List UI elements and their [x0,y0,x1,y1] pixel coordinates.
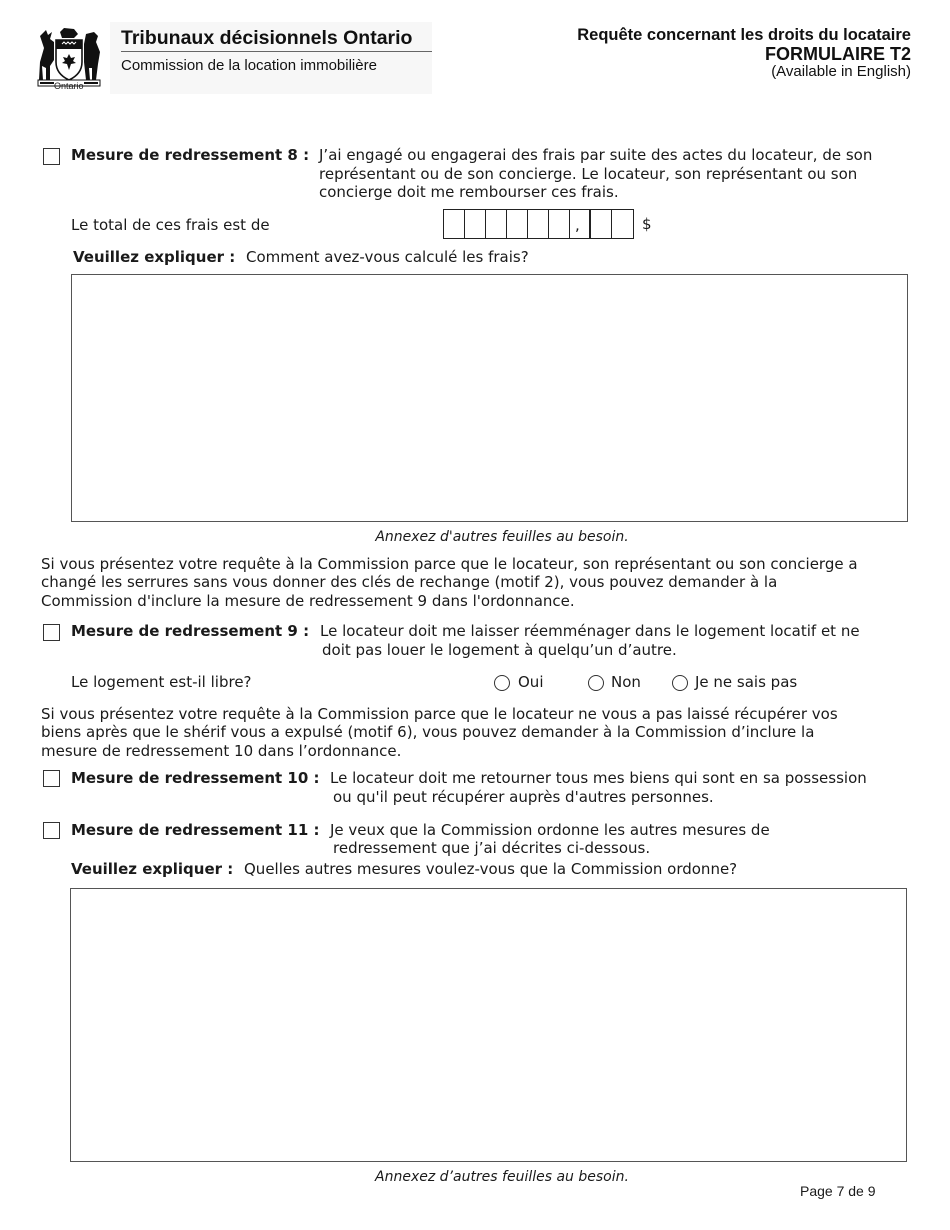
amount-digit-box[interactable] [465,210,486,238]
remedy-11-attach-note: Annexez d’autres feuilles au besoin. [375,1169,629,1185]
amount-digit-box[interactable] [549,210,570,238]
remedy-9-text-line-2: doit pas louer le logement à quelqu’un d’autre. [322,641,677,659]
remedy-10-text-line-1: Le locateur doit me retourner tous mes biens qui sont en sa possession [330,769,867,787]
radio-non-label: Non [611,673,641,691]
amount-cents-box[interactable] [612,210,633,238]
org-subtitle: Commission de la location immobilière [121,57,377,74]
remedy-9-intro-line-2: changé les serrures sans vous donner des clés de rechange (motif 2), vous pouvez demander à la [41,573,778,591]
form-code: FORMULAIRE T2 [765,44,911,64]
remedy-8-checkbox[interactable] [43,148,60,165]
remedy-9-intro-line-1: Si vous présentez votre requête à la Commission parce que le locateur, son représentant ou son concierge a [41,555,858,573]
remedy-8-text-line-2: représentant ou de son concierge. Le locateur, son représentant ou son [319,165,858,183]
form-language-note: (Available in English) [771,63,911,80]
total-fees-amount-field[interactable] [443,209,634,239]
remedy-8-explain-question: Comment avez-vous calculé les frais? [246,248,529,266]
remedy-11-explain-label: Veuillez expliquer : [71,860,234,878]
remedy-11-label: Mesure de redressement 11 : [71,821,320,839]
remedy-8-text-line-1: J’ai engagé ou engagerai des frais par suite des actes du locateur, de son [319,146,873,164]
amount-digit-box[interactable] [486,210,507,238]
remedy-11-explanation-textarea[interactable] [70,888,907,1162]
remedy-11-text-line-1: Je veux que la Commission ordonne les autres mesures de [330,821,770,839]
amount-digit-box[interactable] [528,210,549,238]
remedy-9-intro-line-3: Commission d'inclure la mesure de redressement 9 dans l'ordonnance. [41,592,575,610]
amount-digit-box[interactable] [507,210,528,238]
remedy-10-intro-line-3: mesure de redressement 10 dans l’ordonnance. [41,742,402,760]
amount-cents-box[interactable] [591,210,612,238]
remedy-9-text-line-1: Le locateur doit me laisser réemménager dans le logement locatif et ne [320,622,860,640]
remedy-11-explain-question: Quelles autres mesures voulez-vous que la Commission ordonne? [244,860,738,878]
page-number: Page 7 de 9 [800,1183,876,1199]
radio-oui-label: Oui [518,673,544,691]
form-title: Requête concernant les droits du locataire [577,26,911,44]
remedy-8-explain-label: Veuillez expliquer : [73,248,236,266]
remedy-10-intro-line-2: biens après que le shérif vous a expulsé (motif 6), vous pouvez demander à la Commission d’inclure la [41,723,815,741]
radio-je-ne-sais-pas[interactable] [672,675,688,691]
total-fees-label: Le total de ces frais est de [71,216,270,234]
amount-digit-box[interactable] [570,210,591,238]
remedy-9-checkbox[interactable] [43,624,60,641]
remedy-11-checkbox[interactable] [43,822,60,839]
remedy-8-text-line-3: concierge doit me rembourser ces frais. [319,183,619,201]
remedy-10-label: Mesure de redressement 10 : [71,769,320,787]
remedy-11-text-line-2: redressement que j’ai décrites ci-dessous. [333,839,651,857]
radio-non[interactable] [588,675,604,691]
currency-symbol: $ [642,215,652,233]
remedy-10-checkbox[interactable] [43,770,60,787]
org-title: Tribunaux décisionnels Ontario [121,27,413,49]
remedy-10-intro-line-1: Si vous présentez votre requête à la Commission parce que le locateur ne vous a pas laissé récupérer vos [41,705,838,723]
remedy-8-attach-note: Annexez d'autres feuilles au besoin. [375,529,629,545]
remedy-8-label: Mesure de redressement 8 : [71,146,310,164]
amount-comma-separator: , [575,216,580,234]
header-divider [121,51,432,52]
radio-oui[interactable] [494,675,510,691]
amount-digit-box[interactable] [444,210,465,238]
radio-je-ne-sais-pas-label: Je ne sais pas [695,673,798,691]
crest-caption: Ontario [54,81,84,91]
unit-vacant-question: Le logement est-il libre? [71,673,252,691]
remedy-8-explanation-textarea[interactable] [71,274,908,522]
remedy-9-label: Mesure de redressement 9 : [71,622,310,640]
remedy-10-text-line-2: ou qu'il peut récupérer auprès d'autres personnes. [333,788,714,806]
